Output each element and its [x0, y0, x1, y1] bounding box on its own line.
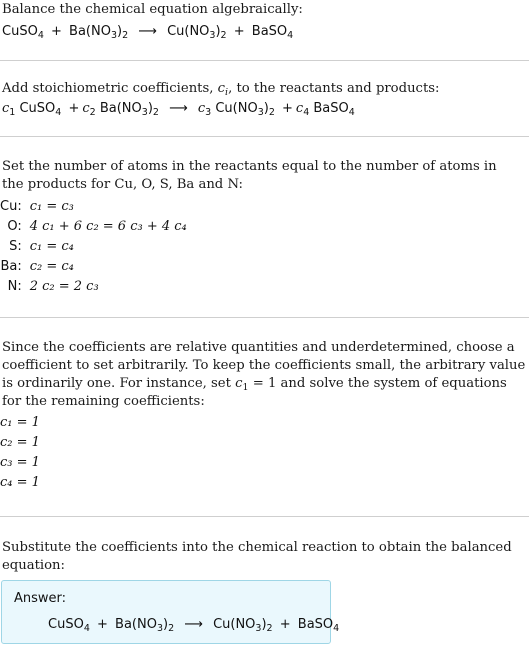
element-label: O: [7, 218, 22, 234]
coefficient-value: c₃ = 1 [0, 455, 40, 470]
atom-equation: c₁ = c₄ [29, 238, 74, 254]
step-2-section [2, 79, 529, 119]
balanced-equation: CuSO$_4$ + $Ba(NO_3)_2$ ⟶ $Cu(NO_3)_2$ + BaSO$_4$ [48, 617, 340, 634]
coefficient-value: c₂ = 1 [0, 435, 40, 450]
divider [0, 516, 529, 517]
atom-equation: 4 c₁ + 6 c₂ = 6 c₃ + 4 c₄ [29, 218, 187, 234]
element-label: Ba: [0, 258, 22, 274]
divider [0, 317, 529, 318]
atom-equation: c₁ = c₃ [29, 198, 74, 214]
step-3-section [2, 158, 529, 296]
atom-row-ba [0, 256, 187, 276]
atom-row-cu [0, 196, 187, 216]
step-1-heading: Balance the chemical equation algebraically: [2, 2, 303, 17]
divider [0, 136, 529, 137]
element-label: Cu: [0, 198, 22, 214]
coefficient-values [0, 413, 529, 493]
atom-row-s [0, 236, 187, 256]
coefficient-equation: $c_1$ CuSO$_4$ + $c_2$ $Ba(NO_3)_2$ ⟶ $c_3$ $Cu(NO_3)_2 + c_4$ BaSO$_4$ [2, 101, 355, 118]
unbalanced-equation: CuSO$_4$ + $Ba(NO_3)_2$ ⟶ $Cu(NO_3)_2$ + BaSO$_4$ [2, 24, 294, 41]
atom-equation: c₂ = c₄ [29, 258, 74, 274]
atom-row-n [0, 276, 187, 296]
step-5-heading: Substitute the coefficients into the chemical reaction to obtain the balanced equation: [2, 540, 512, 573]
atom-equation: 2 c₂ = 2 c₃ [29, 278, 99, 294]
step-4-text: Since the coefficients are relative quantities and underdetermined, choose a coefficient to set arbitrarily. To keep the coefficients small, the arbitrary value is ordinarily one. For instance, set $c_1 = 1$ and solve the system of equations for the remaining coefficients: [2, 340, 526, 409]
step-1-section [2, 0, 529, 42]
divider [0, 60, 529, 61]
element-label: S: [9, 238, 22, 254]
coefficient-value: c₁ = 1 [0, 415, 40, 430]
step-4-section [2, 339, 529, 493]
step-3-heading: Set the number of atoms in the reactants equal to the number of atoms in the products for Cu, O, S, Ba and N: [2, 159, 497, 192]
element-label: N: [7, 278, 22, 294]
step-5-section [2, 539, 529, 575]
atom-balance-table [0, 196, 187, 296]
answer-label: Answer: [14, 591, 67, 606]
step-2-heading: Add stoichiometric coefficients, $c_i$, to the reactants and products: [2, 81, 440, 98]
atom-row-o [0, 216, 187, 236]
answer-box [1, 580, 340, 644]
coefficient-value: c₄ = 1 [0, 475, 40, 490]
